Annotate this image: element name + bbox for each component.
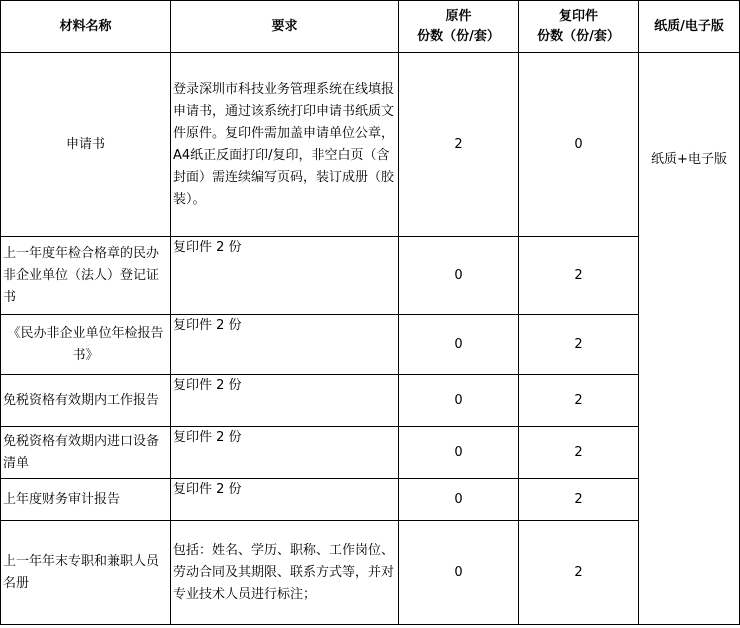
material-name: 免税资格有效期内进口设备清单 [1, 427, 171, 479]
copy-count: 2 [519, 375, 639, 427]
requirement: 包括：姓名、学历、职称、工作岗位、劳动合同及其期限、联系方式等，并对专业技术人员进行标注； [171, 521, 399, 625]
header-requirement: 要求 [171, 1, 399, 53]
material-name: 申请书 [1, 53, 171, 237]
header-copy-count [519, 1, 639, 53]
original-count: 0 [399, 521, 519, 625]
requirement: 登录深圳市科技业务管理系统在线填报申请书，通过该系统打印申请书纸质文件原件。复印件需加盖申请单位公章，A4纸正反面打印/复印，非空白页（含封面）需连续编写页码，装订成册（胶装）。 [171, 53, 399, 237]
copy-count: 2 [519, 479, 639, 521]
copy-count: 2 [519, 427, 639, 479]
header-copy-line1: 复印件 [558, 8, 598, 24]
requirement: 复印件 2 份 [171, 479, 399, 521]
copy-count: 2 [519, 237, 639, 315]
table-row [1, 521, 740, 625]
table-row [1, 315, 740, 375]
copy-count: 2 [519, 521, 639, 625]
original-count: 0 [399, 315, 519, 375]
table-row [1, 53, 740, 237]
header-form: 纸质/电子版 [639, 1, 740, 53]
table-row [1, 375, 740, 427]
header-original-line1: 原件 [445, 8, 472, 24]
original-count: 0 [399, 427, 519, 479]
original-count: 0 [399, 479, 519, 521]
original-count: 2 [399, 53, 519, 237]
requirement: 复印件 2 份 [171, 375, 399, 427]
material-name: 上年度财务审计报告 [1, 479, 171, 521]
requirement: 复印件 2 份 [171, 315, 399, 375]
requirement: 复印件 2 份 [171, 237, 399, 315]
form-cell: 纸质+电子版 [639, 53, 740, 625]
copy-count: 0 [519, 53, 639, 237]
original-count: 0 [399, 237, 519, 315]
header-copy-line2: 份数（份/套） [537, 28, 620, 44]
copy-count: 2 [519, 315, 639, 375]
header-original-count [399, 1, 519, 53]
table-row [1, 427, 740, 479]
header-row [1, 1, 740, 53]
table-row [1, 479, 740, 521]
material-name: 上一年度年检合格章的民办非企业单位（法人）登记证书 [1, 237, 171, 315]
table-row [1, 237, 740, 315]
material-name: 免税资格有效期内工作报告 [1, 375, 171, 427]
header-original-line2: 份数（份/套） [417, 28, 500, 44]
material-name: 上一年年末专职和兼职人员名册 [1, 521, 171, 625]
original-count: 0 [399, 375, 519, 427]
material-name: 《民办非企业单位年检报告书》 [1, 315, 171, 375]
header-material-name: 材料名称 [1, 1, 171, 53]
requirement: 复印件 2 份 [171, 427, 399, 479]
